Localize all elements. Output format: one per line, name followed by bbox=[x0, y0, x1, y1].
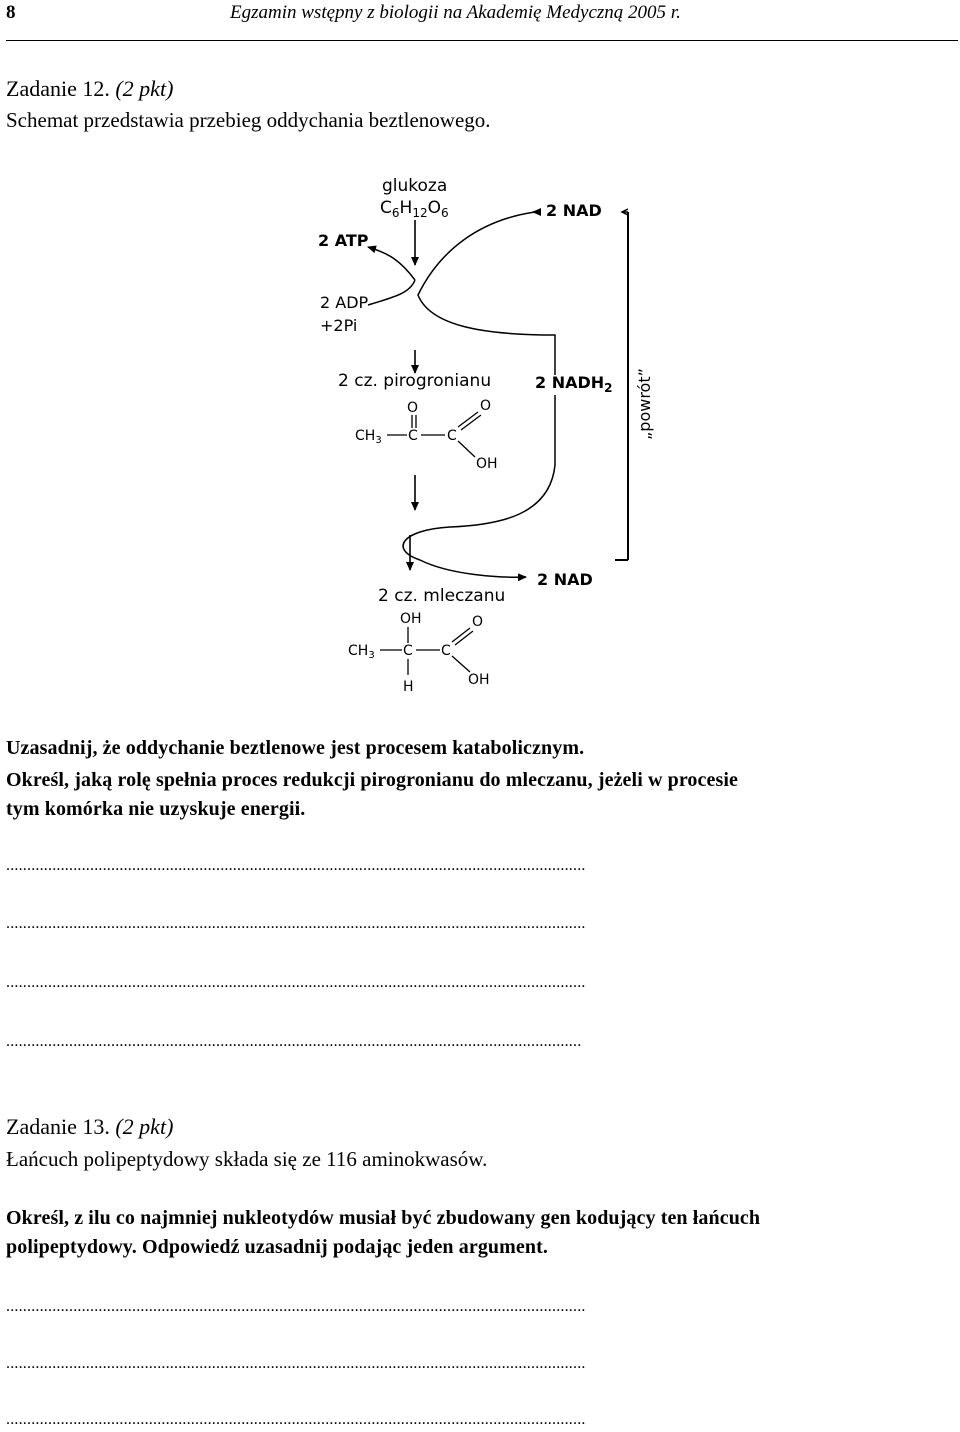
pyruvate-oh: OH bbox=[476, 456, 498, 472]
answer-line[interactable]: .......................................................................................................................................... bbox=[6, 975, 586, 991]
lactate-ch3: $CH_3$ bbox=[348, 643, 375, 661]
pyruvate-c1: C bbox=[408, 428, 418, 444]
adp-curve bbox=[368, 280, 415, 305]
header-divider bbox=[6, 40, 958, 41]
task-13-question-line-1: Określ, z ilu co najmniej nukleotydów musiał być zbudowany gen kodujący ten łańcuch bbox=[6, 1207, 761, 1229]
lactate-c1: C bbox=[403, 643, 413, 659]
lactate-label: 2 cz. mleczanu bbox=[378, 586, 506, 606]
answer-line[interactable]: ......................................................................................................................................... bbox=[6, 1034, 582, 1050]
glucose-formula: $C_6H_{12}O_6$ bbox=[380, 198, 449, 220]
pyruvate-c2: C bbox=[447, 428, 457, 444]
lactate-o-acid: O bbox=[472, 614, 484, 630]
nadh2-to-nad-curve bbox=[403, 465, 555, 577]
task-12-question-1: Uzasadnij, że oddychanie beztlenowe jest procesem katabolicznym. bbox=[6, 737, 585, 759]
running-title: Egzamin wstępny z biologii na Akademię Medyczną 2005 r. bbox=[230, 2, 681, 23]
nad-top-label: 2 NAD bbox=[546, 201, 602, 220]
lactate-c2: C bbox=[441, 643, 451, 659]
pyruvate-ch3: $CH_3$ bbox=[355, 428, 382, 446]
task-12-number: Zadanie 12. bbox=[6, 76, 110, 101]
task-13-number: Zadanie 13. bbox=[6, 1114, 110, 1139]
task-12-question-2-line-2: tym komórka nie uzyskuje energii. bbox=[6, 798, 306, 820]
task-12-intro: Schemat przedstawia przebieg oddychania beztlenowego. bbox=[6, 108, 491, 132]
answer-line[interactable]: .......................................................................................................................................... bbox=[6, 1412, 586, 1428]
answer-line[interactable]: .......................................................................................................................................... bbox=[6, 1299, 586, 1315]
lactate-h: H bbox=[403, 679, 414, 695]
pyruvate-label: 2 cz. pirogronianu bbox=[338, 371, 492, 391]
atp-curve bbox=[368, 247, 415, 280]
answer-line[interactable]: .......................................................................................................................................... bbox=[6, 1356, 586, 1372]
task-12-question-2-line-1: Określ, jaką rolę spełnia proces redukcji pirogronianu do mleczanu, jeżeli w procesie bbox=[6, 769, 739, 791]
adp-label: 2 ADP bbox=[320, 293, 369, 312]
task-12-title bbox=[6, 76, 173, 102]
nad-nadh2-curve bbox=[418, 212, 555, 375]
lactate-oh: OH bbox=[468, 672, 490, 688]
task-13-points: (2 pkt) bbox=[115, 1114, 174, 1139]
glucose-label: glukoza bbox=[382, 176, 448, 196]
atp-label: 2 ATP bbox=[318, 231, 369, 250]
task-12-points: (2 pkt) bbox=[115, 76, 174, 101]
nad-bottom-label: 2 NAD bbox=[537, 570, 593, 589]
task-13-intro: Łańcuch polipeptydowy składa się ze 116 aminokwasów. bbox=[6, 1147, 488, 1171]
task-13-question-line-2: polipeptydowy. Odpowiedź uzasadnij podając jeden argument. bbox=[6, 1236, 548, 1258]
pi-label: +2Pi bbox=[320, 316, 358, 335]
pyruvate-o-ketone: O bbox=[407, 400, 419, 416]
lactate-oh-top: OH bbox=[400, 611, 422, 627]
answer-line[interactable]: .......................................................................................................................................... bbox=[6, 858, 586, 874]
answer-line[interactable]: .......................................................................................................................................... bbox=[6, 916, 586, 932]
page-number: 8 bbox=[6, 2, 16, 23]
pyruvate-o-acid: O bbox=[480, 398, 492, 414]
return-label: „powrót” bbox=[635, 368, 654, 440]
nadh2-label: 2 $NADH_2$ bbox=[535, 373, 613, 395]
task-13-title bbox=[6, 1114, 173, 1140]
anaerobic-respiration-diagram bbox=[250, 165, 710, 705]
page-header bbox=[6, 0, 956, 30]
